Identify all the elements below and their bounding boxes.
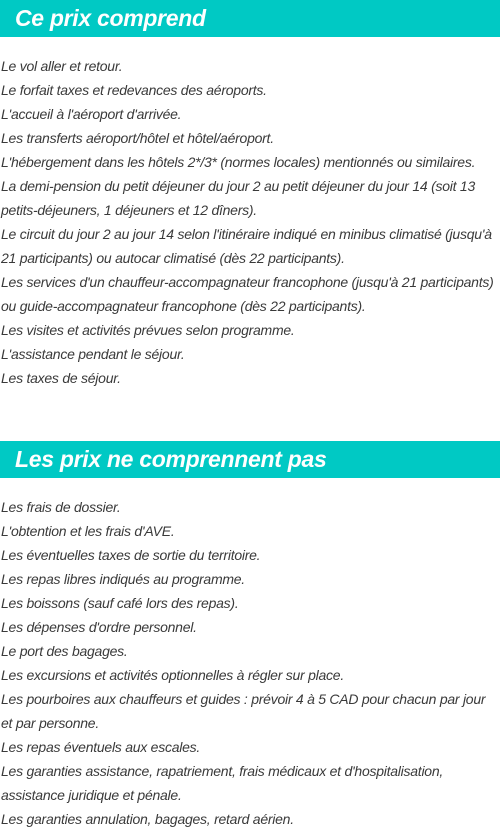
list-item: Le circuit du jour 2 au jour 14 selon l'itinéraire indiqué en minibus climatisé (jusqu'à 21 participants) ou autocar climatisé (dès 22 participants). <box>1 226 492 266</box>
included-title: Ce prix comprend <box>15 5 206 31</box>
excluded-title: Les prix ne comprennent pas <box>15 446 327 472</box>
list-item: L'hébergement dans les hôtels 2*/3* (normes locales) mentionnés ou similaires. <box>1 154 476 170</box>
included-section <box>0 0 500 390</box>
included-header <box>0 0 500 37</box>
excluded-section <box>0 441 500 831</box>
list-item: Les dépenses d'ordre personnel. <box>1 619 197 635</box>
list-item: L'assistance pendant le séjour. <box>1 346 185 362</box>
list-item: Les excursions et activités optionnelles à régler sur place. <box>1 667 344 683</box>
list-item: Le forfait taxes et redevances des aéroports. <box>1 82 267 98</box>
list-item: L'obtention et les frais d'AVE. <box>1 523 175 539</box>
excluded-header <box>0 441 500 478</box>
list-item: Les frais de dossier. <box>1 499 121 515</box>
list-item: Les garanties annulation, bagages, retard aérien. <box>1 811 294 827</box>
list-item: Les visites et activités prévues selon programme. <box>1 322 295 338</box>
list-item: L'accueil à l'aéroport d'arrivée. <box>1 106 182 122</box>
included-list <box>0 54 500 390</box>
list-item: Les repas éventuels aux escales. <box>1 739 201 755</box>
list-item: La demi-pension du petit déjeuner du jour 2 au petit déjeuner du jour 14 (soit 13 petits-déjeuners, 1 déjeuners et 12 dîners). <box>1 178 475 218</box>
list-item: Les repas libres indiqués au programme. <box>1 571 245 587</box>
list-item: Le port des bagages. <box>1 643 128 659</box>
list-item: Les boissons (sauf café lors des repas). <box>1 595 239 611</box>
list-item: Les pourboires aux chauffeurs et guides : prévoir 4 à 5 CAD pour chacun par jour et par personne. <box>1 691 486 731</box>
list-item: Les transferts aéroport/hôtel et hôtel/aéroport. <box>1 130 274 146</box>
excluded-list <box>0 495 500 831</box>
list-item: Les éventuelles taxes de sortie du territoire. <box>1 547 261 563</box>
list-item: Les taxes de séjour. <box>1 370 121 386</box>
list-item: Les garanties assistance, rapatriement, frais médicaux et d'hospitalisation, assistance juridique et pénale. <box>1 763 444 803</box>
list-item: Le vol aller et retour. <box>1 58 123 74</box>
list-item: Les services d'un chauffeur-accompagnateur francophone (jusqu'à 21 participants) ou guide-accompagnateur francophone (dès 22 participants). <box>1 274 494 314</box>
